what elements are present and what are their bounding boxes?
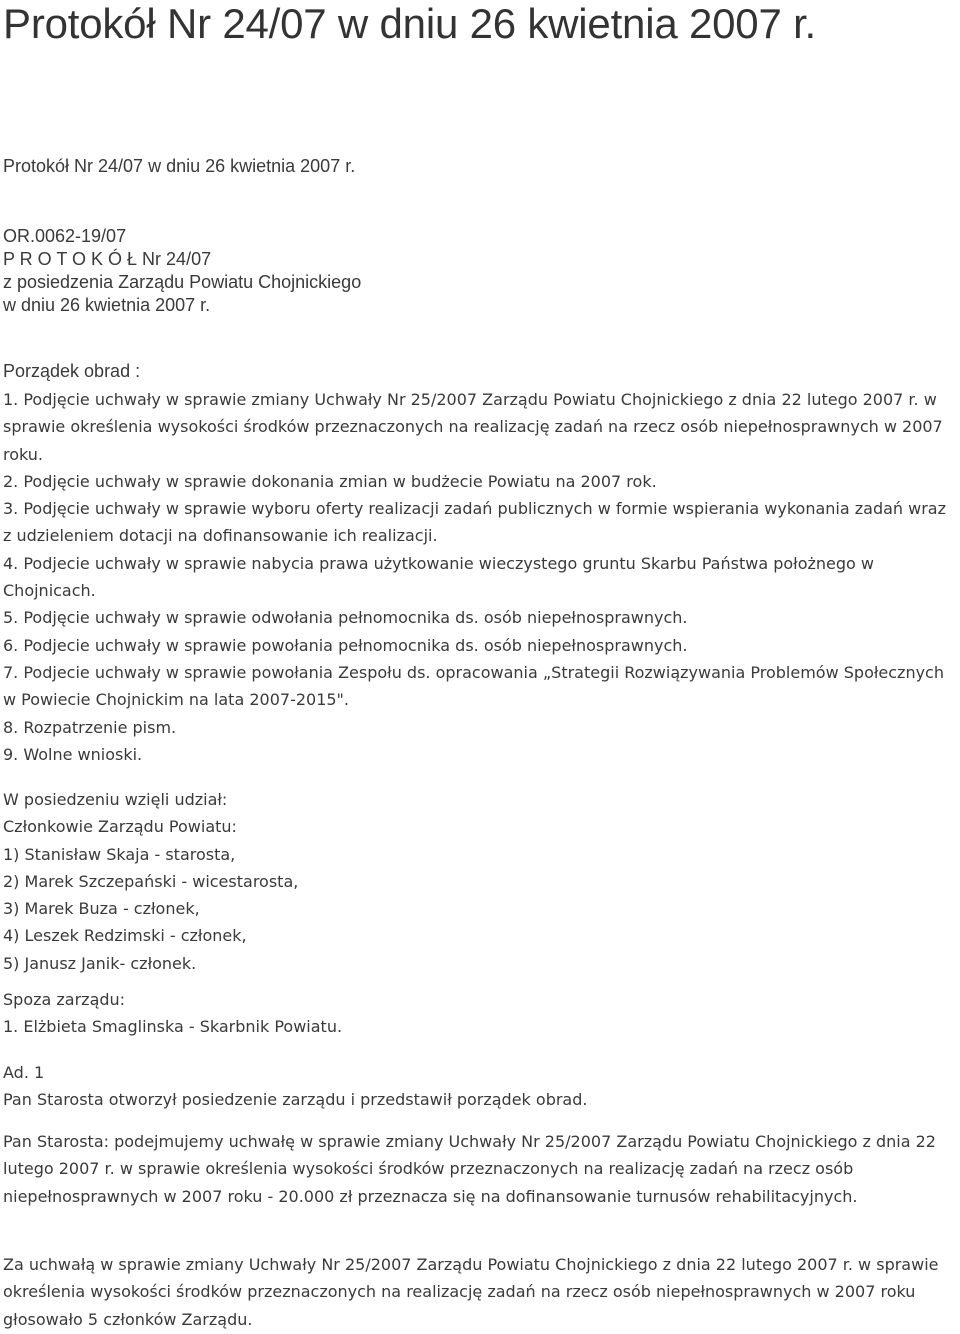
member-item: 3) Marek Buza - członek, (3, 899, 200, 919)
ad1-opening: Pan Starosta otworzył posiedzenie zarządu i przedstawił porządek obrad. (3, 1090, 588, 1110)
agenda-list (3, 386, 958, 768)
document-type: P R O T O K Ó Ł Nr 24/07 (3, 249, 212, 269)
agenda-item: 5. Podjęcie uchwały w sprawie odwołania pełnomocnika ds. osób niepełnosprawnych. (3, 608, 688, 628)
ad1-section (3, 1059, 958, 1114)
outside-heading: Spoza zarządu: (3, 990, 126, 1009)
agenda-item: 1. Podjęcie uchwały w sprawie zmiany Uchwały Nr 25/2007 Zarządu Powiatu Chojnickiego z dnia 22 lutego 2007 r. w sprawie określenia wysokości środków przeznaczonych na realizację zadań na rzecz osób niepełnosprawnych w 2007 roku. (3, 390, 943, 464)
subtitle (3, 155, 958, 178)
ad1-heading: Ad. 1 (3, 1063, 45, 1082)
agenda-item: 6. Podjecie uchwały w sprawie powołania pełnomocnika ds. osób niepełnosprawnych. (3, 635, 688, 655)
reference-number: OR.0062-19/07 (3, 226, 127, 246)
agenda-item: 2. Podjęcie uchwały w sprawie dokonania zmian w budżecie Powiatu na 2007 rok. (3, 471, 657, 491)
member-item: 5) Janusz Janik- członek. (3, 953, 197, 973)
page-title: Protokół Nr 24/07 w dniu 26 kwietnia 2007 r. (3, 0, 817, 47)
protocol-header (3, 225, 958, 317)
agenda-item: 4. Podjecie uchwały w sprawie nabycia prawa użytkowanie wieczystego gruntu Skarbu Państwa położnego w Chojnicach. (3, 553, 874, 601)
outside-board-section (3, 986, 958, 1041)
ad1-vote-block (3, 1251, 958, 1333)
member-item: 1) Stanisław Skaja - starosta, (3, 844, 236, 864)
ad1-statement: Pan Starosta: podejmujemy uchwałę w sprawie zmiany Uchwały Nr 25/2007 Zarządu Powiatu Chojnickiego z dnia 22 lutego 2007 r. w sprawie określenia wysokości środków przeznaczonych na realizację zadań na rzecz osób niepełnosprawnych w 2007 roku - 20.000 zł przeznacza się na dofinansowanie turnusów rehabilitacyjnych. (3, 1132, 936, 1206)
attendance-section (3, 786, 958, 977)
agenda-item: 7. Podjecie uchwały w sprawie powołania Zespołu ds. opracowania „Strategii Rozwiązywania Problemów Społecznych w Powiecie Chojnickim na lata 2007-2015". (3, 662, 944, 710)
meeting-date: w dniu 26 kwietnia 2007 r. (3, 295, 211, 315)
agenda-item: 8. Rozpatrzenie pism. (3, 717, 177, 737)
agenda-heading-block (3, 360, 958, 383)
member-item: 4) Leszek Redzimski - członek, (3, 926, 247, 946)
agenda-item: 9. Wolne wnioski. (3, 744, 143, 764)
agenda-heading: Porządek obrad : (3, 361, 141, 381)
attendance-heading: W posiedzeniu wzięli udział: (3, 790, 228, 809)
meeting-name: z posiedzenia Zarządu Powiatu Chojnickiego (3, 272, 362, 292)
agenda-item: 3. Podjęcie uchwały w sprawie wyboru oferty realizacji zadań publicznych w formie wspierania wykonania zadań wraz z udzieleniem dotacji na dofinansowanie ich realizacji. (3, 499, 946, 546)
outside-member-item: 1. Elżbieta Smaglinska - Skarbnik Powiatu. (3, 1017, 343, 1037)
ad1-vote: Za uchwałą w sprawie zmiany Uchwały Nr 25/2007 Zarządu Powiatu Chojnickiego z dnia 22 lutego 2007 r. w sprawie określenia wysokości środków przeznaczonych na realizację zadań na rzecz osób niepełnosprawnych w 2007 roku głosowało 5 członków Zarządu. (3, 1255, 939, 1329)
ad1-statement-block (3, 1128, 958, 1210)
board-heading: Członkowie Zarządu Powiatu: (3, 817, 237, 837)
subtitle-text: Protokół Nr 24/07 w dniu 26 kwietnia 2007 r. (3, 156, 356, 176)
member-item: 2) Marek Szczepański - wicestarosta, (3, 871, 299, 891)
